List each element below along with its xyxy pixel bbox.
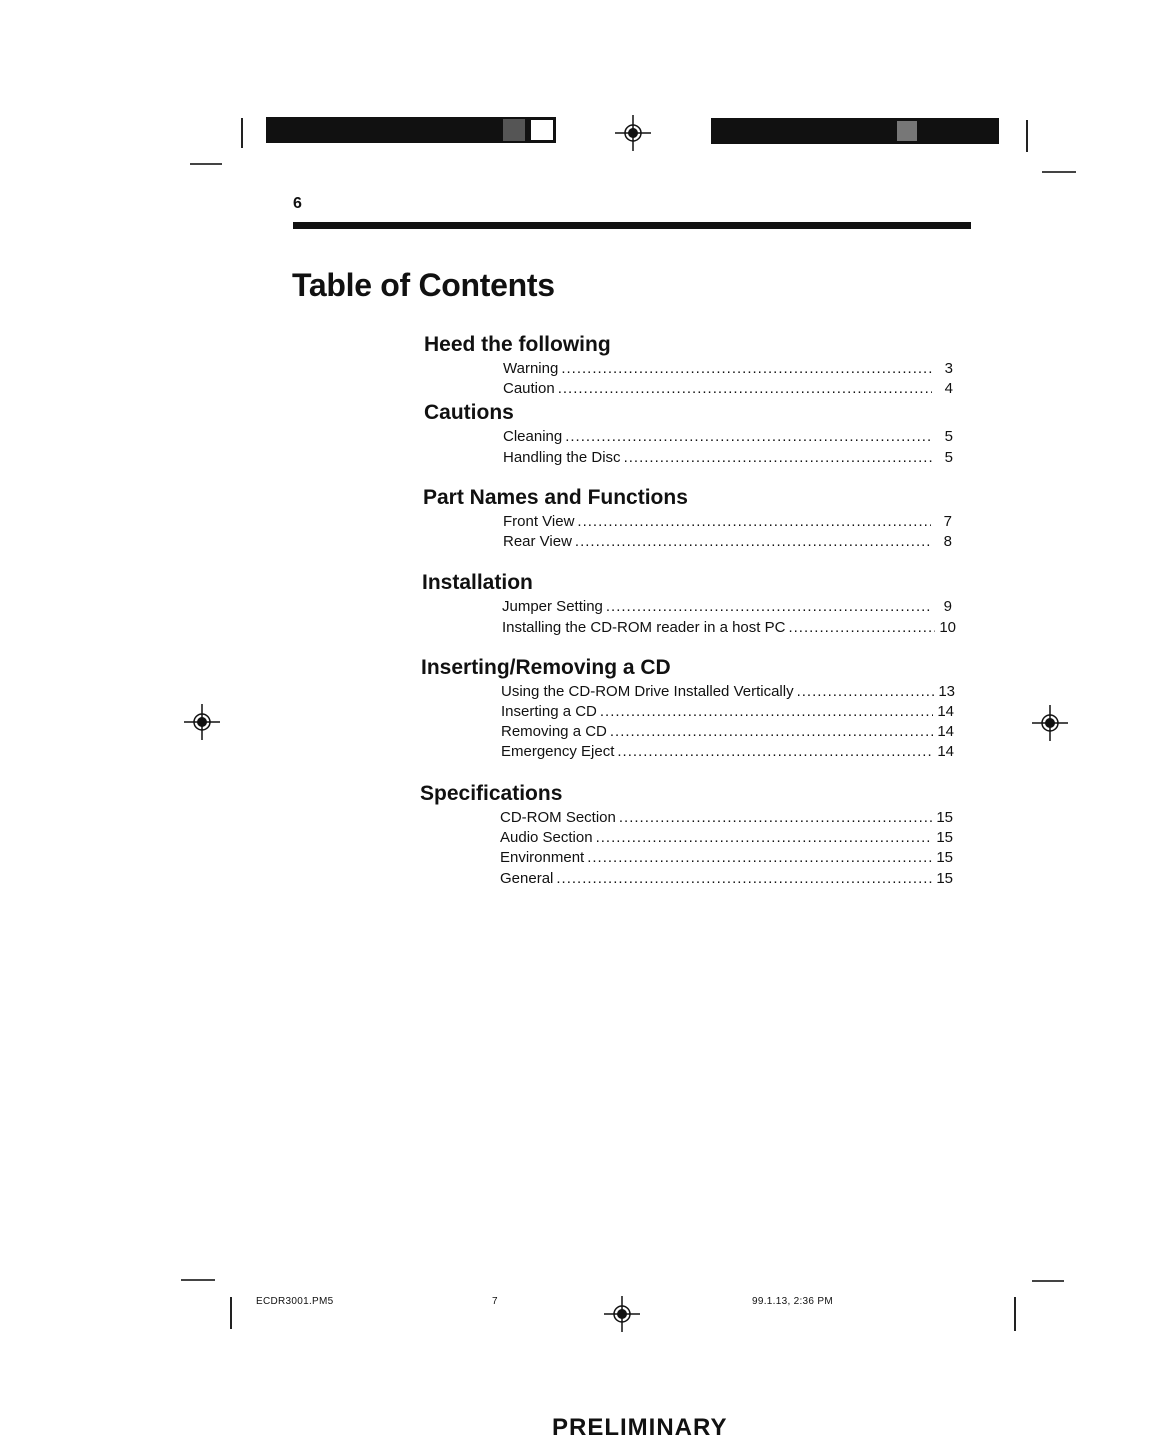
entry-page: 5 (944, 428, 953, 445)
toc-entry[interactable] (500, 849, 953, 869)
entry-page: 10 (939, 619, 956, 636)
entry-label: Jumper Setting (502, 598, 603, 615)
header-rule (293, 222, 971, 229)
toc-entry[interactable] (501, 703, 954, 723)
entry-label: Installing the CD-ROM reader in a host PC (502, 619, 786, 636)
color-bar-patch (503, 119, 525, 141)
crop-mark-left-top (190, 163, 222, 165)
registration-mark-left-icon (184, 704, 220, 740)
entry-page: 15 (936, 870, 953, 887)
entry-page: 9 (943, 598, 952, 615)
entry-page: 5 (944, 449, 953, 466)
leader-dots (624, 449, 932, 466)
leader-dots (575, 533, 931, 550)
registration-mark-right-icon (1032, 705, 1068, 741)
footer-filename: ECDR3001.PM5 (256, 1296, 334, 1307)
registration-mark-bottom-icon (604, 1296, 640, 1332)
toc-entry[interactable] (502, 619, 956, 639)
toc-entry[interactable] (503, 428, 953, 448)
leader-dots (577, 513, 931, 530)
color-bar-empty-patch (530, 119, 554, 141)
section-title: Inserting/Removing a CD (421, 656, 671, 679)
leader-dots (596, 829, 932, 846)
page-number: 6 (293, 195, 302, 212)
entry-page: 14 (937, 723, 954, 740)
toc-entry[interactable] (503, 533, 952, 553)
section-title: Part Names and Functions (423, 486, 688, 509)
page-title: Table of Contents (292, 267, 555, 303)
leader-dots (606, 598, 931, 615)
entry-label: Cleaning (503, 428, 563, 445)
entry-label: General (500, 870, 554, 887)
preliminary-stamp: PRELIMINARY (552, 1414, 728, 1441)
entry-label: Handling the Disc (503, 449, 621, 466)
toc-entry[interactable] (503, 360, 953, 380)
entry-label: Front View (503, 513, 575, 530)
entry-page: 15 (936, 829, 953, 846)
leader-dots (556, 870, 932, 887)
toc-entry[interactable] (501, 743, 954, 763)
entry-page: 4 (944, 380, 953, 397)
entry-label: Inserting a CD (501, 703, 597, 720)
entry-label: Removing a CD (501, 723, 607, 740)
entry-label: Environment (500, 849, 585, 866)
leader-dots (600, 703, 933, 720)
leader-dots (561, 360, 932, 377)
toc-entry[interactable] (501, 723, 954, 743)
leader-dots (565, 428, 932, 445)
toc-entry[interactable] (500, 870, 953, 890)
footer-date: 99.1.13, 2:36 PM (752, 1296, 833, 1307)
color-bar-right-patch (897, 121, 917, 141)
toc-entry[interactable] (500, 829, 953, 849)
leader-dots (617, 743, 933, 760)
toc-entry[interactable] (501, 683, 955, 703)
crop-mark-bottom-right (1014, 1297, 1016, 1331)
toc-entry[interactable] (500, 809, 953, 829)
entry-page: 14 (937, 743, 954, 760)
entry-page: 14 (937, 703, 954, 720)
leader-dots (619, 809, 932, 826)
registration-mark-icon (615, 115, 651, 151)
entry-label: Using the CD-ROM Drive Installed Vertically (501, 683, 794, 700)
entry-page: 7 (943, 513, 952, 530)
toc-entry[interactable] (502, 598, 952, 618)
section-title: Heed the following (424, 333, 611, 356)
entry-page: 15 (936, 849, 953, 866)
leader-dots (797, 683, 934, 700)
leader-dots (558, 380, 932, 397)
section-title: Installation (422, 571, 533, 594)
entry-label: CD-ROM Section (500, 809, 616, 826)
leader-dots (587, 849, 932, 866)
crop-mark-bottom-left (230, 1297, 232, 1329)
entry-label: Audio Section (500, 829, 593, 846)
section-title: Specifications (420, 782, 563, 805)
crop-mark-top-right (1026, 120, 1028, 152)
crop-mark-right-top (1042, 171, 1076, 173)
crop-mark-right-bottom (1032, 1280, 1064, 1282)
entry-page: 3 (944, 360, 953, 377)
crop-mark-left-bottom (181, 1279, 215, 1281)
crop-mark-top-left (241, 118, 243, 148)
leader-dots (788, 619, 935, 636)
entry-page: 13 (938, 683, 955, 700)
section-title: Cautions (424, 401, 514, 424)
entry-label: Rear View (503, 533, 572, 550)
entry-page: 8 (943, 533, 952, 550)
toc-entry[interactable] (503, 449, 953, 469)
toc-entry[interactable] (503, 380, 953, 400)
entry-label: Caution (503, 380, 555, 397)
color-bar-right (711, 118, 999, 144)
leader-dots (610, 723, 933, 740)
toc-entry[interactable] (503, 513, 952, 533)
entry-label: Warning (503, 360, 559, 377)
footer-page: 7 (492, 1296, 498, 1307)
entry-label: Emergency Eject (501, 743, 615, 760)
entry-page: 15 (936, 809, 953, 826)
